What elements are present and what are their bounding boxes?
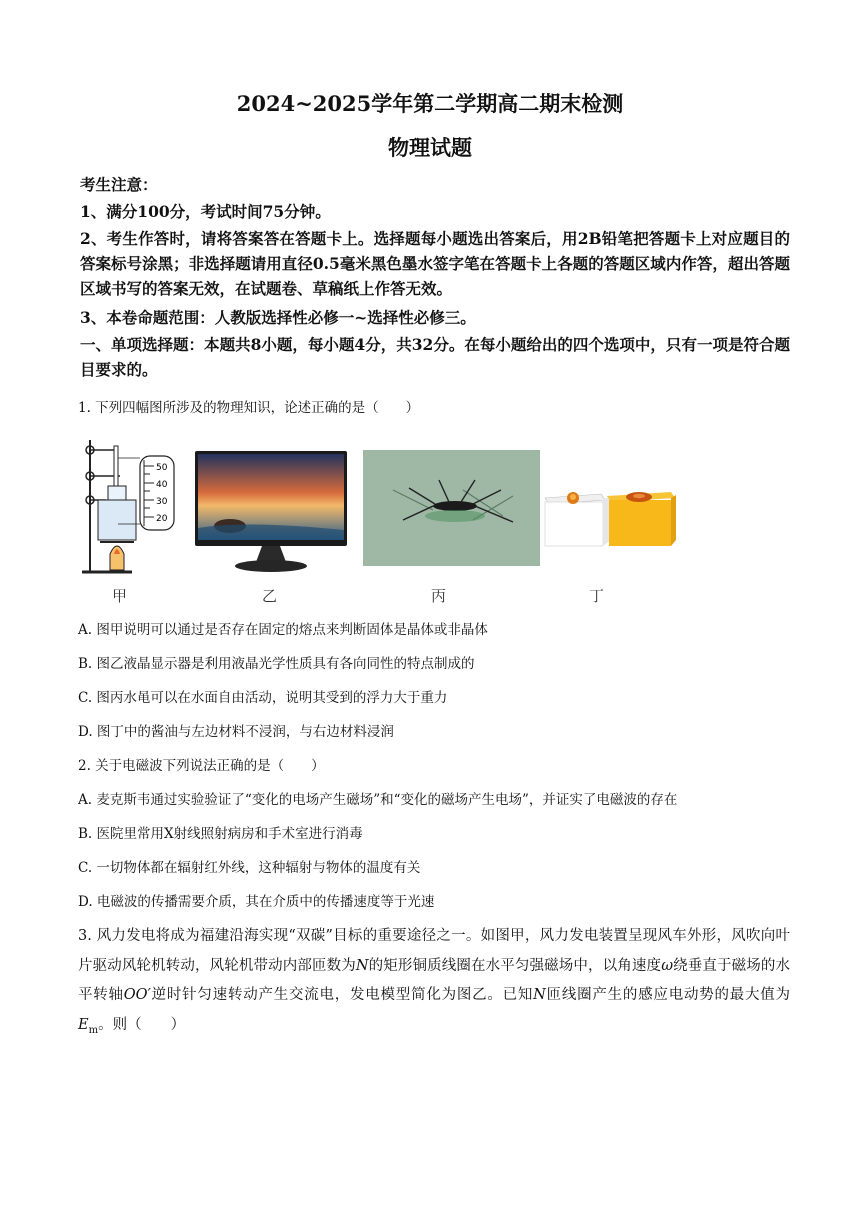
notice-item-3: 3、本卷命题范围：人教版选择性必修一~选择性必修三。 bbox=[80, 308, 476, 327]
water-strider-illustration bbox=[363, 450, 540, 566]
question-2-option-a: A. 麦克斯韦通过实验验证了“变化的电场产生磁场”和“变化的磁场产生电场”，并证实了电磁波的存在 bbox=[78, 792, 678, 808]
question-2-option-c: C. 一切物体都在辐射红外线，这种辐射与物体的温度有关 bbox=[78, 860, 421, 876]
q3-turns-symbol-2: N bbox=[533, 987, 546, 1003]
question-2-stem: 2. 关于电磁波下列说法正确的是（ ） bbox=[78, 758, 325, 774]
notice-item-2: 2、考生作答时，请将答案答在答题卡上。选择题每小题选出答案后，用2B铅笔把答题卡上对应题目的答案标号涂黑；非选择题请用直径0.5毫米黑色墨水签字笔在答题卡上各题的答题区域内作答，超出答题区域书写的答案无效，在试题卷、草稿纸上作答无效。 bbox=[80, 229, 790, 298]
lcd-monitor-illustration bbox=[194, 450, 348, 574]
thermo-tick-40: 40 bbox=[156, 480, 168, 490]
exam-subtitle: 物理试题 bbox=[388, 135, 472, 160]
section-heading: 一、单项选择题：本题共8小题，每小题4分，共32分。在每小题给出的四个选项中，只有一项是符合题目要求的。 bbox=[80, 335, 790, 379]
exam-title: 2024~2025学年第二学期高二期末检测 bbox=[236, 91, 624, 116]
q3-text-3: 绕垂直于磁场的水平转轴 bbox=[78, 957, 791, 1003]
thermo-tick-20: 20 bbox=[156, 514, 168, 524]
q3-emf-symbol: E bbox=[78, 1016, 89, 1033]
figure-label-bing: 丙 bbox=[431, 587, 447, 605]
q3-emf-subscript: m bbox=[88, 1024, 99, 1036]
question-1-option-d: D. 图丁中的酱油与左边材料不浸润，与右边材料浸润 bbox=[78, 724, 394, 740]
notice-item-1: 1、满分100分，考试时间75分钟。 bbox=[80, 202, 331, 221]
question-2-option-b: B. 医院里常用X射线照射病房和手术室进行消毒 bbox=[78, 826, 363, 842]
figure-label-jia: 甲 bbox=[112, 587, 128, 605]
figure-label-yi: 乙 bbox=[262, 587, 278, 605]
q3-text-5: 匝线圈产生的感应电动势的最大值为 bbox=[545, 987, 791, 1003]
question-1-option-c: C. 图丙水黾可以在水面自由活动，说明其受到的浮力大于重力 bbox=[78, 690, 448, 706]
question-1-option-b: B. 图乙液晶显示器是利用液晶光学性质具有各向同性的特点制成的 bbox=[78, 656, 475, 672]
question-3-stem bbox=[78, 922, 790, 1045]
figure-label-ding: 丁 bbox=[589, 587, 605, 605]
notice-heading: 考生注意： bbox=[80, 175, 158, 194]
q3-text-4: 逆时针匀速转动产生交流电，发电模型简化为图乙。已知 bbox=[150, 987, 534, 1003]
question-1-stem: 1. 下列四幅图所涉及的物理知识，论述正确的是（ ） bbox=[78, 400, 420, 416]
question-1-option-a: A. 图甲说明可以通过是否存在固定的熔点来判断固体是晶体或非晶体 bbox=[78, 622, 488, 638]
melting-apparatus-illustration bbox=[80, 438, 182, 576]
figure-yi bbox=[194, 450, 348, 574]
figure-ding bbox=[543, 488, 677, 548]
q3-text-6: 。则（ ） bbox=[98, 1016, 186, 1033]
q3-turns-symbol: N bbox=[355, 957, 369, 974]
q3-text-1: 3. 风力发电将成为福建沿海实现“双碳”目标的重要途径之一。如图甲，风力发电装置呈现风车外形，风吹向叶片驱动风轮机转动，风轮机带动内部匝数为 bbox=[78, 928, 790, 974]
figure-bing bbox=[363, 450, 540, 566]
thermo-tick-30: 30 bbox=[156, 497, 168, 507]
q3-axis-symbol: OO′ bbox=[123, 987, 151, 1003]
wetting-cubes-illustration bbox=[543, 488, 677, 548]
q3-text-2: 的矩形铜质线圈在水平匀强磁场中，以角速度 bbox=[368, 957, 662, 974]
q3-omega-symbol: ω bbox=[661, 957, 674, 974]
thermo-tick-50: 50 bbox=[156, 463, 168, 473]
question-2-option-d: D. 电磁波的传播需要介质，其在介质中的传播速度等于光速 bbox=[78, 894, 435, 910]
figure-jia bbox=[80, 438, 182, 576]
